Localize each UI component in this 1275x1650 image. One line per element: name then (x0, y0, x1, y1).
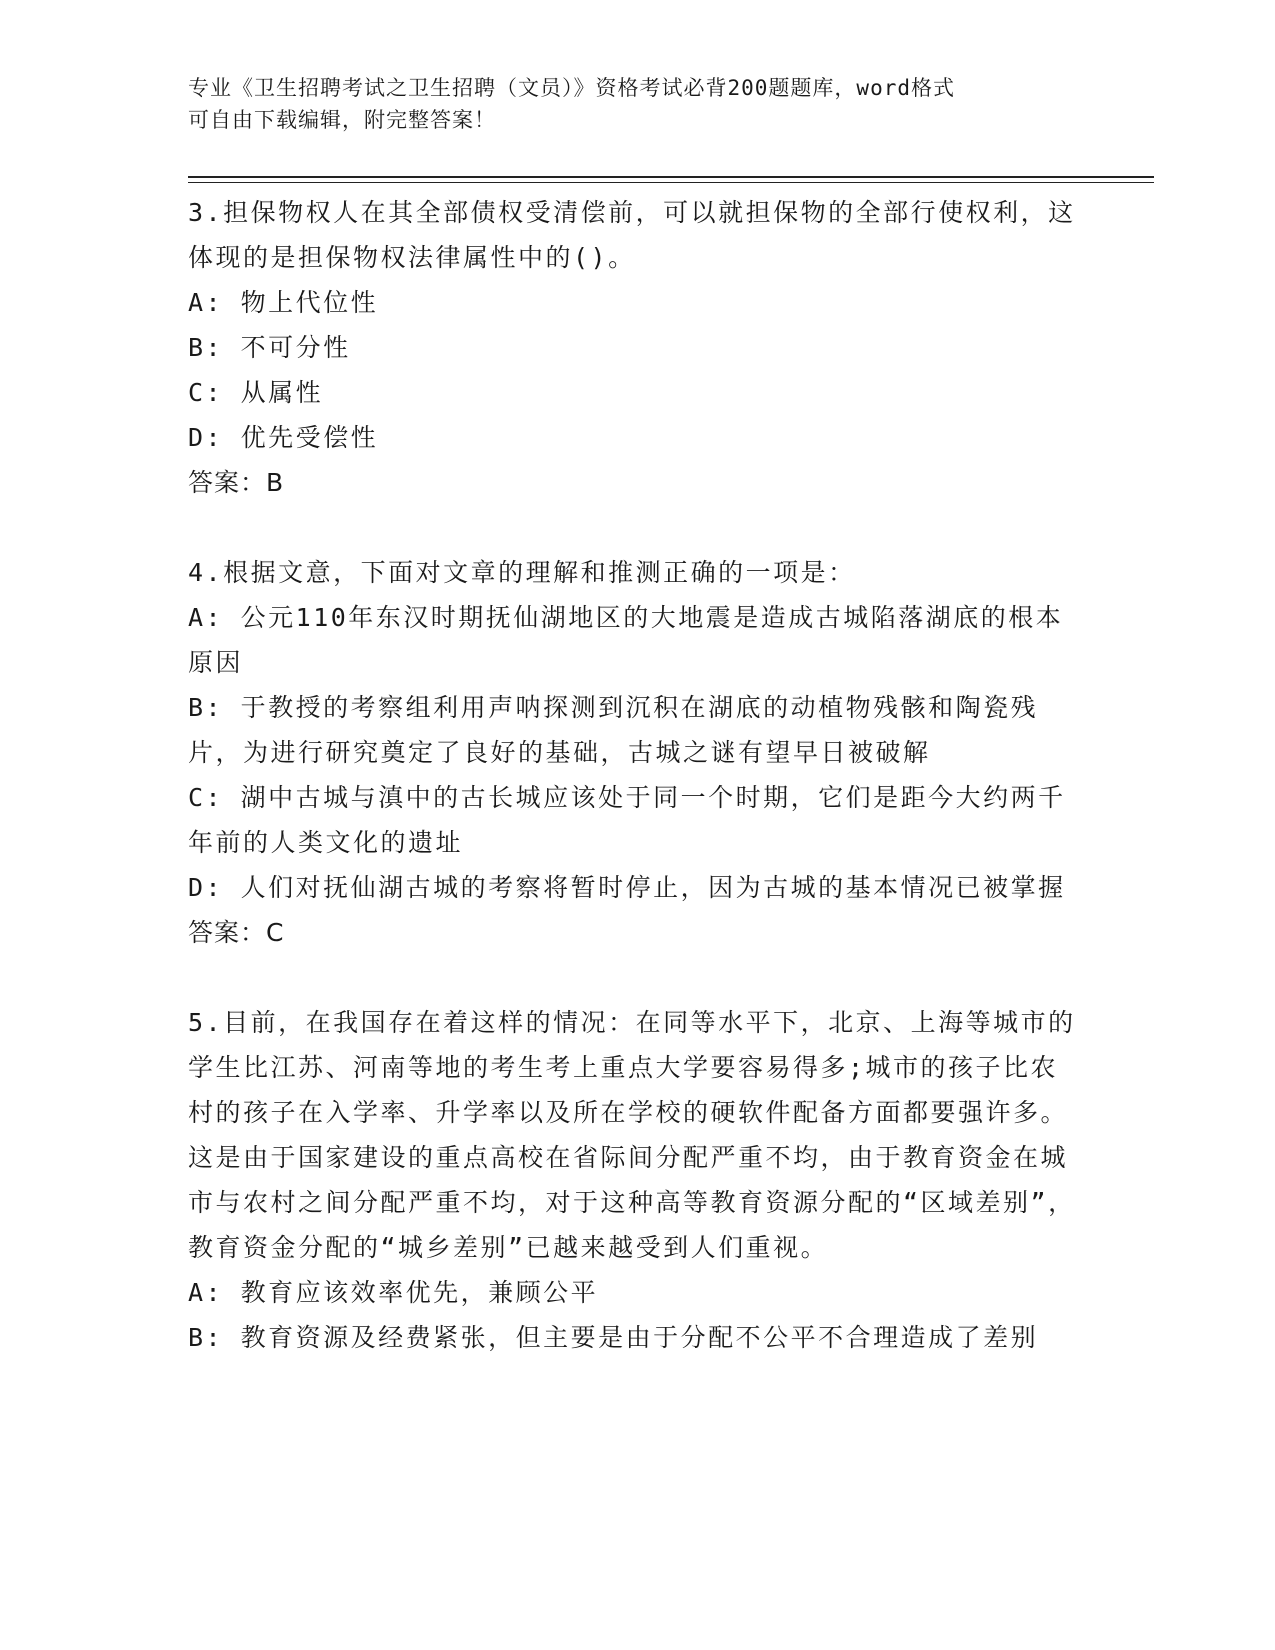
header-line-2: 可自由下载编辑，附完整答案！ (188, 108, 496, 132)
option-d: D: 优先受偿性 (188, 423, 379, 452)
question-5 (188, 1000, 1078, 1360)
question-stem: 4.根据文意，下面对文章的理解和推测正确的一项是： (188, 558, 856, 587)
header-line-1: 专业《卫生招聘考试之卫生招聘（文员）》资格考试必背200题题库，word格式 (188, 76, 955, 100)
question-3 (188, 190, 1078, 505)
option-d: D: 人们对抚仙湖古城的考察将暂时停止，因为古城的基本情况已被掌握 (188, 873, 1066, 902)
question-stem: 5.目前，在我国存在着这样的情况：在同等水平下，北京、上海等城市的学生比江苏、河南等地的考生考上重点大学要容易得多;城市的孩子比农村的孩子在入学率、升学率以及所在学校的硬软件配备方面都要强许多。这是由于国家建设的重点高校在省际间分配严重不均，由于教育资金在城市与农村之间分配严重不均，对于这种高等教育资源分配的“区域差别”，教育资金分配的“城乡差别”已越来越受到人们重视。 (188, 1008, 1076, 1262)
question-stem: 3.担保物权人在其全部债权受清偿前，可以就担保物的全部行使权利，这体现的是担保物权法律属性中的()。 (188, 198, 1076, 272)
option-a: A: 物上代位性 (188, 288, 379, 317)
option-a: A: 教育应该效率优先，兼顾公平 (188, 1278, 599, 1307)
header-divider-thick (188, 176, 1154, 178)
answer-line: 答案：C (188, 918, 285, 947)
option-c: C: 从属性 (188, 378, 324, 407)
option-c: C: 湖中古城与滇中的古长城应该处于同一个时期，它们是距今大约两千年前的人类文化的遗址 (188, 783, 1066, 857)
option-b: B: 于教授的考察组利用声呐探测到沉积在湖底的动植物残骸和陶瓷残片，为进行研究奠定了良好的基础，古城之谜有望早日被破解 (188, 693, 1039, 767)
question-4 (188, 550, 1078, 955)
document-header (188, 72, 1068, 136)
question-list (188, 190, 1078, 1405)
option-b: B: 教育资源及经费紧张，但主要是由于分配不公平不合理造成了差别 (188, 1323, 1039, 1352)
option-b: B: 不可分性 (188, 333, 351, 362)
header-divider-thin (188, 182, 1154, 183)
option-a: A: 公元110年东汉时期抚仙湖地区的大地震是造成古城陷落湖底的根本原因 (188, 603, 1064, 677)
answer-line: 答案：B (188, 468, 285, 497)
